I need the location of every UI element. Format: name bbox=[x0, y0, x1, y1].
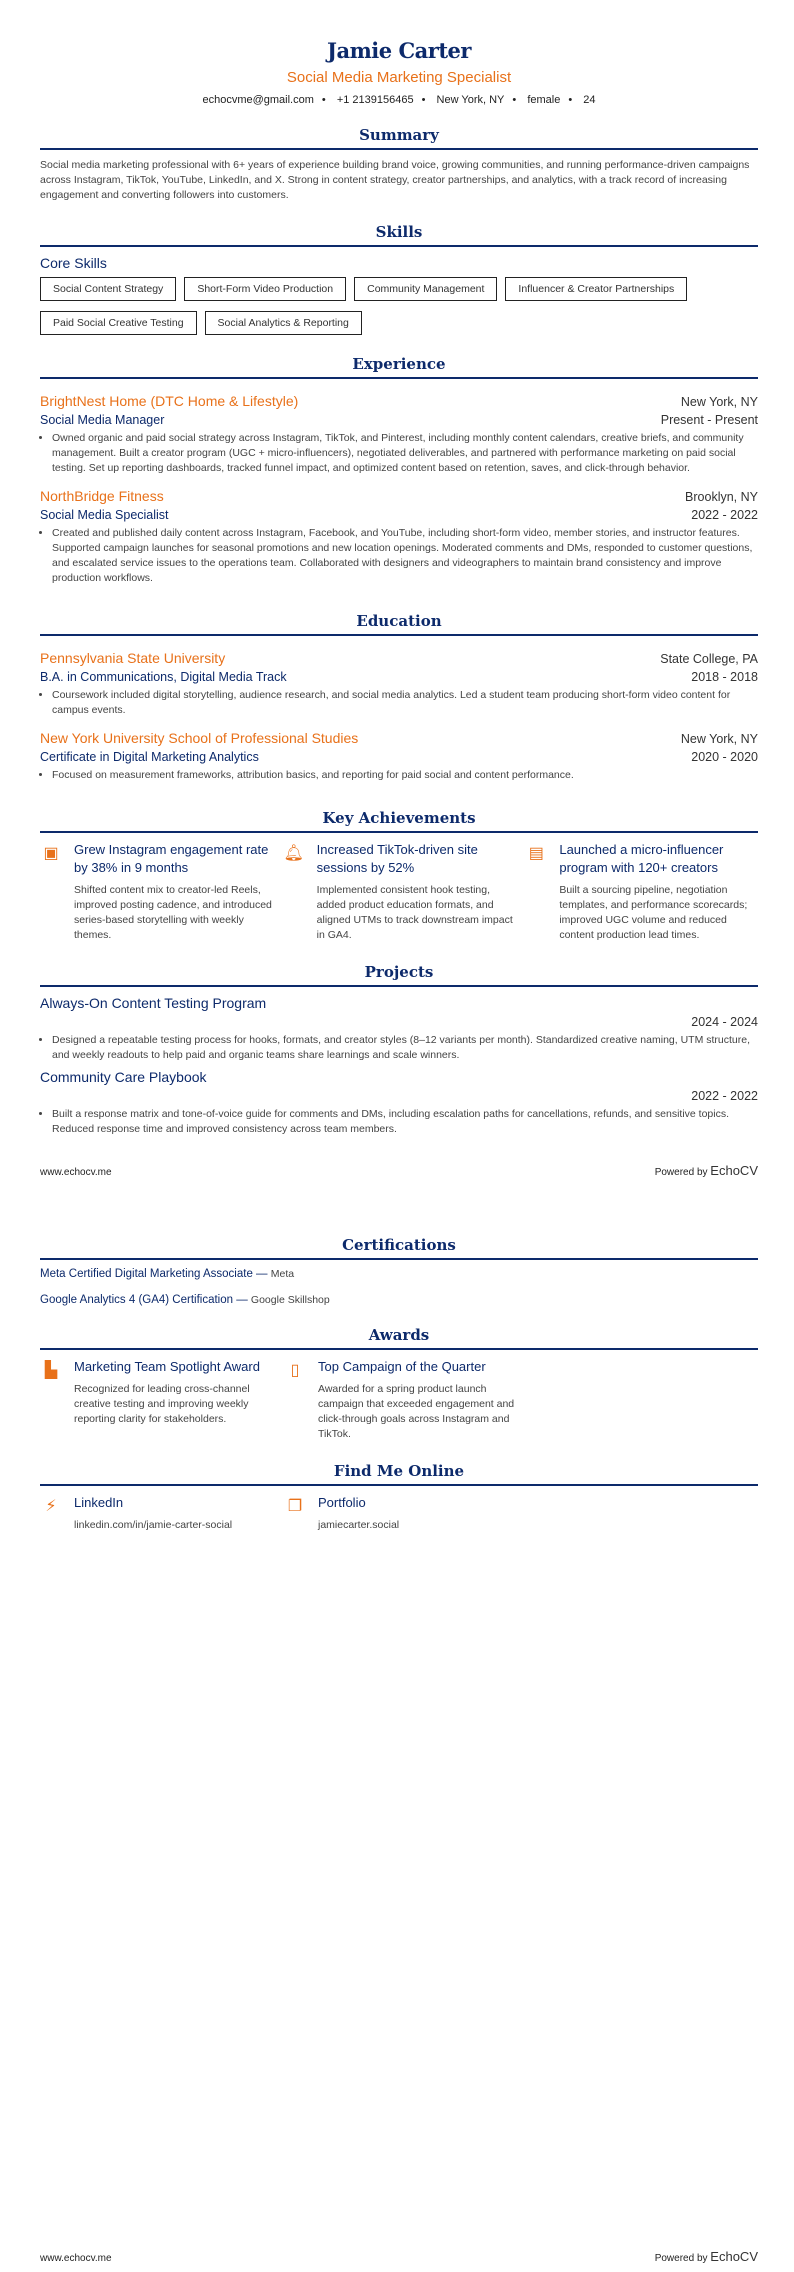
project-dates: 2022 - 2022 bbox=[691, 1089, 758, 1103]
experience-item bbox=[40, 482, 758, 586]
bullet: • Coursework included digital storytelling, audience research, and social media analytics. Led a student team producing short-form video content for campus events. bbox=[52, 688, 758, 718]
skills-section bbox=[40, 223, 758, 335]
bell-icon: 🔔︎ bbox=[283, 845, 304, 862]
phone: +1 2139156465 bbox=[336, 94, 414, 106]
role: Social Media Specialist bbox=[40, 508, 169, 522]
dates: 2018 - 2018 bbox=[691, 670, 758, 684]
location: State College, PA bbox=[660, 652, 758, 666]
achievement-title: Grew Instagram engagement rate by 38% in 9 months bbox=[74, 842, 269, 875]
awards-section bbox=[40, 1326, 758, 1442]
candidate-title: Social Media Marketing Specialist bbox=[286, 69, 512, 86]
bullet: • Focused on measurement frameworks, attribution basics, and reporting for paid social and content performance. bbox=[52, 768, 758, 783]
achievement-title: Launched a micro-influencer program with 120+ creators bbox=[559, 842, 724, 875]
skill-chip: Influencer & Creator Partnerships bbox=[505, 277, 687, 301]
online-section bbox=[40, 1462, 758, 1533]
experience-section bbox=[40, 355, 758, 592]
skill-chip: Social Content Strategy bbox=[40, 277, 176, 301]
brand-logo[interactable]: EchoCV bbox=[710, 1163, 758, 1178]
section-heading: Find Me Online bbox=[40, 1462, 758, 1486]
dates: 2022 - 2022 bbox=[691, 508, 758, 522]
award-item bbox=[40, 1358, 284, 1442]
location: New York, NY bbox=[436, 94, 505, 106]
candidate-name: Jamie Carter bbox=[327, 38, 471, 63]
footer-site-link[interactable]: www.echocv.me bbox=[40, 1167, 112, 1178]
tablet-icon: ▯ bbox=[290, 1362, 300, 1379]
achievement-desc: Shifted content mix to creator-led Reels, improved posting cadence, and introduced series-based storytelling with weekly themes. bbox=[74, 884, 272, 941]
footer-site-link[interactable]: www.echocv.me bbox=[40, 2253, 112, 2264]
award-title: Marketing Team Spotlight Award bbox=[74, 1359, 260, 1374]
section-heading: Key Achievements bbox=[40, 809, 758, 833]
certification-item: Google Analytics 4 (GA4) Certification — Google Skillshop bbox=[40, 1294, 330, 1306]
skill-chip: Short-Form Video Production bbox=[184, 277, 346, 301]
dates: 2020 - 2020 bbox=[691, 750, 758, 764]
location: New York, NY bbox=[680, 395, 758, 409]
project-item bbox=[40, 1069, 758, 1137]
achievement-desc: Implemented consistent hook testing, added product education formats, and aligned UTMs to track downstream impact in GA4. bbox=[316, 884, 513, 941]
skill-group-title: Core Skills bbox=[40, 255, 107, 271]
achievements-section bbox=[40, 809, 758, 943]
online-label: LinkedIn bbox=[74, 1495, 124, 1510]
cert-issuer: Meta bbox=[270, 1268, 295, 1280]
project-item bbox=[40, 995, 758, 1063]
project-dates: 2024 - 2024 bbox=[691, 1015, 758, 1029]
section-heading: Projects bbox=[40, 963, 758, 987]
section-heading: Skills bbox=[40, 223, 758, 247]
section-heading: Certifications bbox=[40, 1236, 758, 1260]
powered-by: Powered by bbox=[654, 2253, 708, 2264]
achievement-desc: Built a sourcing pipeline, negotiation templates, and performance scorecards; improved UGC volume and reduced content production lead times. bbox=[559, 884, 748, 941]
bullet: • Created and published daily content across Instagram, Facebook, and YouTube, including short-form video, member stories, and instructor features. Supported campaign launches for seasonal promotions and new location openings. Moderated comments and DMs, responded to customer questions, and escalated service issues to the operations team. Collaborated with designers and videographers to maintain brand consistency and improve production workflows. bbox=[52, 526, 758, 586]
online-item bbox=[40, 1494, 284, 1533]
location: Brooklyn, NY bbox=[685, 490, 758, 504]
education-section bbox=[40, 612, 758, 789]
school: Pennsylvania State University bbox=[40, 650, 226, 666]
page-footer bbox=[40, 2229, 758, 2272]
clipboard-icon: ▙ bbox=[44, 1362, 58, 1379]
company: NorthBridge Fitness bbox=[40, 488, 164, 504]
experience-item bbox=[40, 387, 758, 476]
role: Social Media Manager bbox=[40, 413, 165, 427]
cert-issuer: Google Skillshop bbox=[250, 1294, 330, 1306]
award-desc: Awarded for a spring product launch campaign that exceeded engagement and click-through goals across Instagram and TikTok. bbox=[318, 1383, 515, 1440]
presentation-icon: ▣ bbox=[43, 845, 59, 862]
online-label: Portfolio bbox=[318, 1495, 366, 1510]
education-item bbox=[40, 644, 758, 718]
chart-icon: ▤ bbox=[528, 845, 544, 862]
award-item bbox=[284, 1358, 528, 1442]
email[interactable]: echocvme@gmail.com bbox=[202, 94, 314, 106]
online-link[interactable]: jamiecarter.social bbox=[318, 1519, 400, 1531]
degree: Certificate in Digital Marketing Analytics bbox=[40, 750, 259, 764]
bolt-icon: ⚡︎ bbox=[45, 1498, 57, 1515]
page-footer bbox=[40, 1143, 758, 1186]
achievement-item bbox=[40, 841, 273, 943]
education-item bbox=[40, 724, 758, 783]
age: 24 bbox=[583, 94, 596, 106]
summary-section bbox=[40, 126, 758, 203]
bullet: • Owned organic and paid social strategy across Instagram, TikTok, and Pinterest, including monthly content calendars, creative briefs, and community management. Built a creator program (UGC + micro-influencers), negotiated deliverables, and partnered with performance marketing on paid social testing. Set up reporting dashboards, tracked funnel impact, and optimized content based on retention, saves, and click-through behavior. bbox=[52, 431, 758, 476]
dates: Present - Present bbox=[660, 413, 758, 427]
achievement-item bbox=[525, 841, 758, 943]
skill-chip: Social Analytics & Reporting bbox=[205, 311, 362, 335]
bullet: • Built a response matrix and tone-of-voice guide for comments and DMs, including escalation paths for cancellations, refunds, and sensitive topics. Reduced response time and improved consistency across team members. bbox=[52, 1107, 758, 1137]
certifications-section bbox=[40, 1236, 758, 1306]
resume-page-2 bbox=[0, 1186, 794, 2272]
gender: female bbox=[527, 94, 561, 106]
cert-name: Google Analytics 4 (GA4) Certification bbox=[40, 1294, 234, 1306]
degree: B.A. in Communications, Digital Media Track bbox=[40, 670, 287, 684]
achievement-item bbox=[283, 841, 516, 943]
section-heading: Experience bbox=[40, 355, 758, 379]
skill-chip: Paid Social Creative Testing bbox=[40, 311, 197, 335]
project-name: Community Care Playbook bbox=[40, 1069, 207, 1085]
section-heading: Summary bbox=[40, 126, 758, 150]
section-heading: Education bbox=[40, 612, 758, 636]
summary-text: Social media marketing professional with 6+ years of experience building brand voice, growing communities, and running performance-driven campaigns across Instagram, TikTok, YouTube, LinkedIn, and X. Strong in content strategy, creator partnerships, and analytics, with a track record of increasing engagement and converting followers into customers. bbox=[40, 159, 750, 201]
cert-name: Meta Certified Digital Marketing Associate bbox=[40, 1268, 253, 1280]
skill-chip: Community Management bbox=[354, 277, 497, 301]
files-icon: ❐ bbox=[287, 1498, 303, 1515]
location: New York, NY bbox=[680, 732, 758, 746]
section-heading: Awards bbox=[40, 1326, 758, 1350]
brand-logo[interactable]: EchoCV bbox=[710, 2249, 758, 2264]
bullet: • Designed a repeatable testing process for hooks, formats, and creator styles (8–12 variants per month). Standardized creative naming, UTM structure, and weekly readouts to help paid and organic teams share learnings and scale winners. bbox=[52, 1033, 758, 1063]
award-desc: Recognized for leading cross-channel creative testing and improving weekly reporting clarity for stakeholders. bbox=[74, 1383, 250, 1425]
achievement-title: Increased TikTok-driven site sessions by 52% bbox=[316, 842, 478, 875]
school: New York University School of Professional Studies bbox=[40, 730, 359, 746]
projects-section bbox=[40, 963, 758, 1143]
powered-by: Powered by bbox=[654, 1167, 708, 1178]
company: BrightNest Home (DTC Home & Lifestyle) bbox=[40, 393, 299, 409]
online-link[interactable]: linkedin.com/in/jamie-carter-social bbox=[74, 1519, 233, 1531]
award-title: Top Campaign of the Quarter bbox=[318, 1359, 486, 1374]
certification-item: Meta Certified Digital Marketing Associate — Meta bbox=[40, 1268, 295, 1280]
project-name: Always-On Content Testing Program bbox=[40, 995, 267, 1011]
contact-line: echocvme@gmail.com • +1 2139156465 • New York, NY • female • 24 bbox=[202, 94, 596, 106]
online-item bbox=[284, 1494, 528, 1533]
